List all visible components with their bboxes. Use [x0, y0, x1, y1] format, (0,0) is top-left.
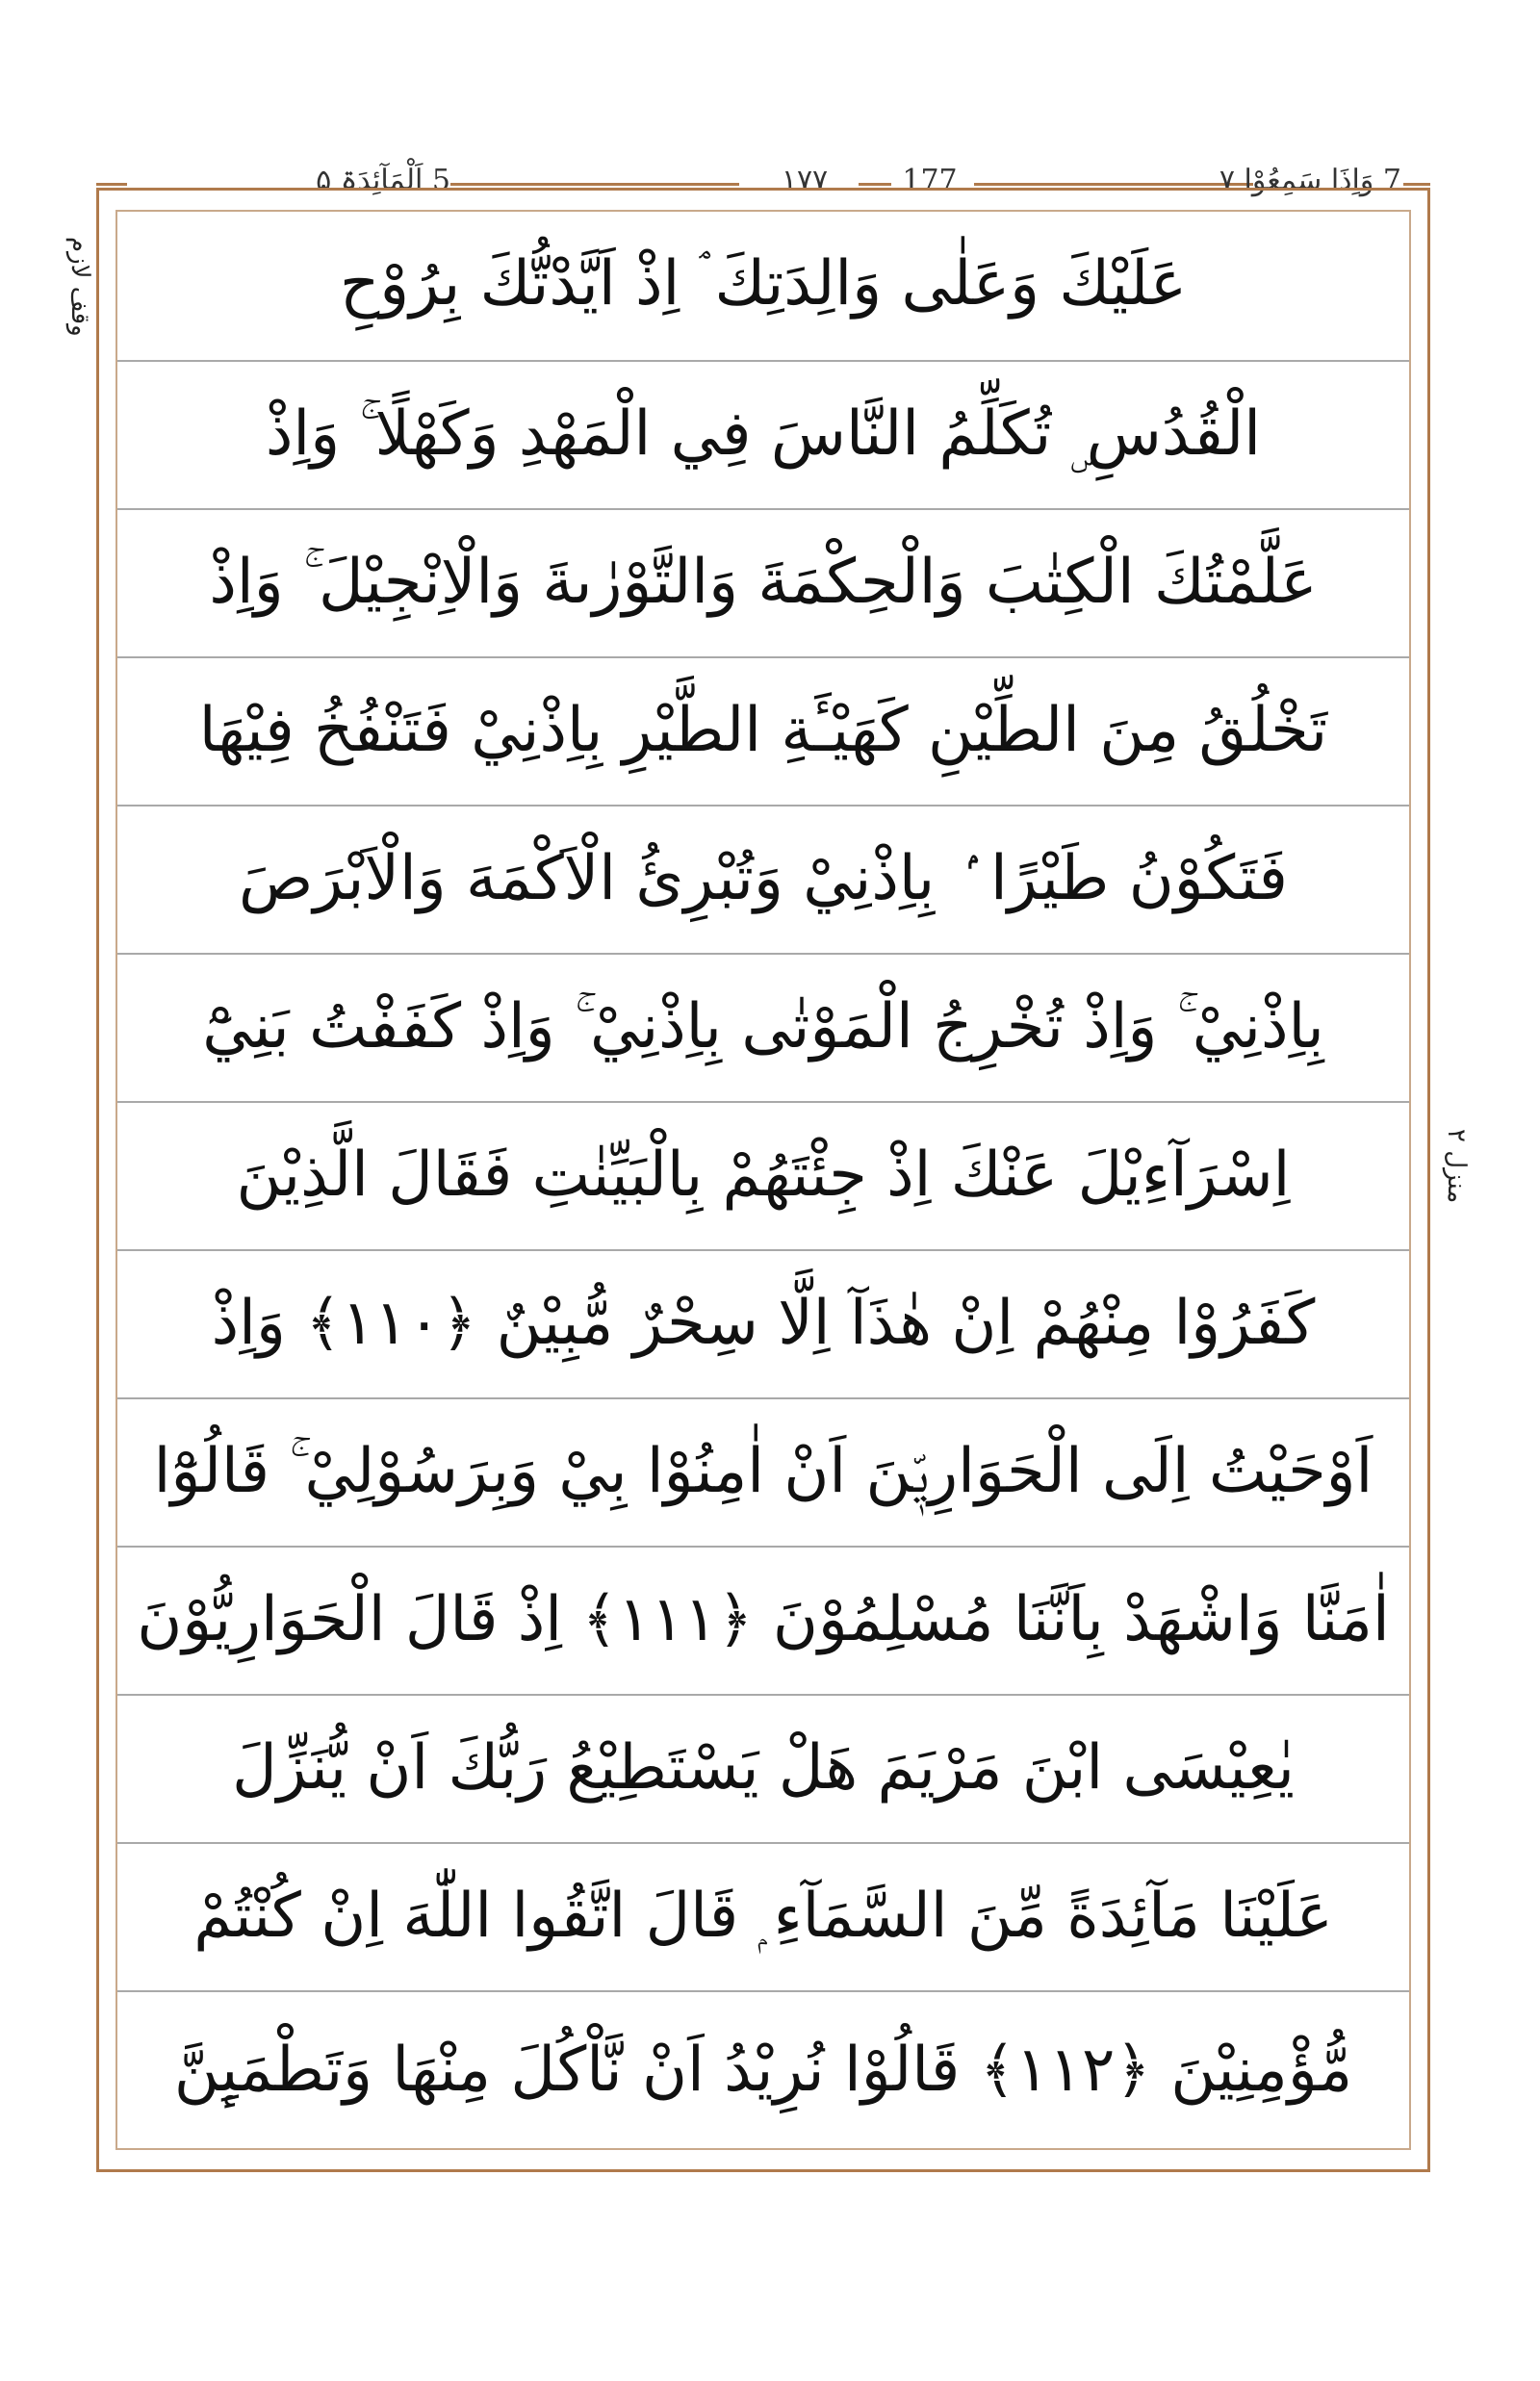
line-text: تَخْلُقُ مِنَ الطِّيْنِ كَهَيْـَٔةِ الطَّيْرِ بِاِذْنِيْ فَتَنْفُخُ فِيْهَا — [198, 695, 1328, 766]
margin-note-waqf: وقف لازم — [65, 237, 94, 337]
text-line — [117, 806, 1409, 951]
text-line — [117, 1548, 1409, 1692]
text-line — [117, 1399, 1409, 1544]
text-line — [117, 1844, 1409, 1988]
page-number: 177 — [902, 164, 958, 197]
surah-name-label: 5 اَلْمَآئِدَۃ ۵ — [316, 164, 450, 197]
line-text: كَفَرُوْا مِنْهُمْ اِنْ هٰذَآ اِلَّا سِحْرٌ مُّبِيْنٌ ﴿١١٠﴾ وَاِذْ — [211, 1288, 1316, 1359]
text-line — [117, 658, 1409, 803]
line-text: اٰمَنَّا وَاشْهَدْ بِاَنَّنَا مُسْلِمُوْنَ ﴿١١١﴾ اِذْ قَالَ الْحَوَارِيُّوْنَ — [137, 1584, 1390, 1655]
line-text: فَتَكُوْنُ طَيْرًا ۢ بِاِذْنِيْ وَتُبْرِئُ الْاَكْمَهَ وَالْاَبْرَصَ — [238, 843, 1289, 914]
line-text: مُّؤْمِنِيْنَ ﴿١١٢﴾ قَالُوْا نُرِيْدُ اَنْ نَّاْكُلَ مِنْهَا وَتَطْمَىِٕنَّ — [173, 2035, 1353, 2106]
header-rule-mid-right — [974, 183, 1253, 186]
juz-name-label: 7 وَاِذَا سَمِعُوْا ۷ — [1219, 164, 1401, 197]
header-rule-right — [1403, 183, 1430, 186]
line-text: يٰعِيْسَى ابْنَ مَرْيَمَ هَلْ يَسْتَطِيْعُ رَبُّكَ اَنْ يُّنَزِّلَ — [232, 1732, 1295, 1804]
line-text: اِسْرَآءِيْلَ عَنْكَ اِذْ جِئْتَهُمْ بِالْبَيِّنٰتِ فَقَالَ الَّذِيْنَ — [236, 1139, 1291, 1211]
text-line — [117, 1251, 1409, 1395]
page-number-arabic: ۱۷۷ — [781, 164, 829, 197]
text-line — [117, 362, 1409, 506]
text-line — [117, 1103, 1409, 1247]
text-line — [117, 510, 1409, 654]
line-text: الْقُدُسِ ۣ تُكَلِّمُ النَّاسَ فِي الْمَهْدِ وَكَهْلًا ۚ وَاِذْ — [265, 398, 1262, 470]
line-text: عَلَيْنَا مَآئِدَةً مِّنَ السَّمَآءِ ۭ قَالَ اتَّقُوا اللّٰهَ اِنْ كُنْتُمْ — [193, 1881, 1333, 1952]
line-text: اَوْحَيْتُ اِلَى الْحَوَارِيّٖنَ اَنْ اٰمِنُوْا بِيْ وَبِرَسُوْلِيْ ۚ قَالُوْٓا — [153, 1436, 1373, 1507]
header-rule-mid-left — [450, 183, 739, 186]
header-rule-center — [859, 183, 891, 186]
line-text: عَلَيْكَ وَعَلٰى وَالِدَتِكَ ۘ اِذْ اَيَّدْتُّكَ بِرُوْحِ — [339, 248, 1188, 320]
text-line — [117, 1992, 1409, 2148]
margin-note-manzil: منزل ۲ — [1442, 1128, 1471, 1203]
line-text: عَلَّمْتُكَ الْكِتٰبَ وَالْحِكْمَةَ وَالتَّوْرٰىةَ وَالْاِنْجِيْلَ ۚ وَاِذْ — [209, 547, 1318, 618]
text-line — [117, 1696, 1409, 1840]
text-line — [117, 955, 1409, 1099]
line-text: بِاِذْنِيْ ۚ وَاِذْ تُخْرِجُ الْمَوْتٰى بِاِذْنِيْ ۚ وَاِذْ كَفَفْتُ بَنِيْٓ — [202, 991, 1324, 1062]
text-line — [117, 212, 1409, 356]
